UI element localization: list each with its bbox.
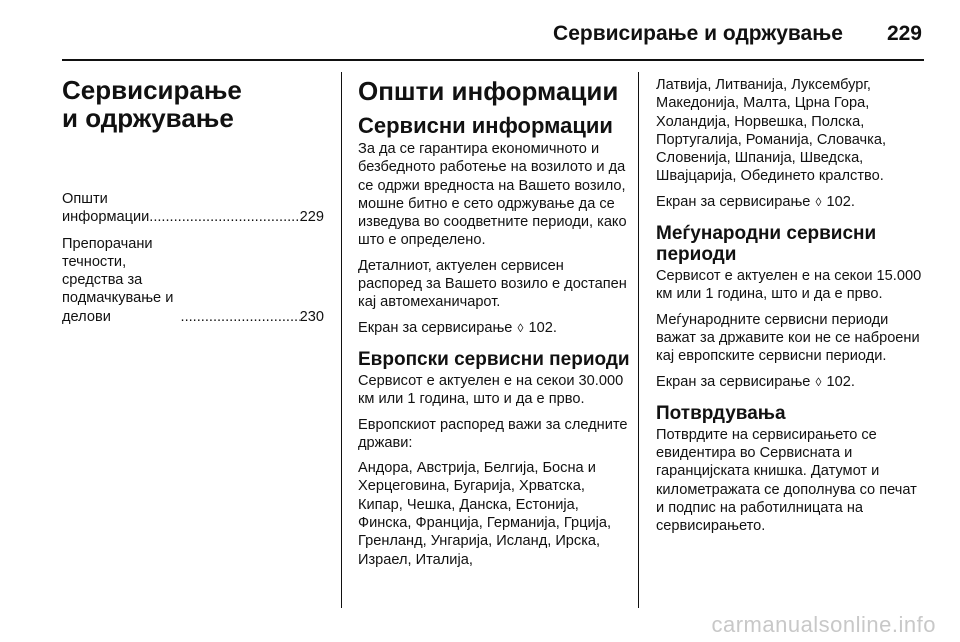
- cross-reference[interactable]: Екран за сервисирање ◊ 102.: [656, 373, 855, 390]
- content-column-2: [656, 76, 928, 543]
- header-title: Сервисирање и одржување: [553, 22, 843, 45]
- page-header: [40, 14, 922, 54]
- cross-reference[interactable]: Екран за сервисирање ◊ 102.: [358, 319, 557, 336]
- paragraph: За да се гарантира економичното и безбедното работење на возилото и да се одржи вредноста на Вашето возило, мошне битно е сето одржување да се изведува во соодветните периоди, како што е определено.: [358, 141, 627, 249]
- content-column-1: [358, 76, 630, 576]
- paragraph: Потврдите на сервисирањето се евидентира во Сервисната и гаранцијската книшка. Датумот и километражата се дополнува со печат и подпис на работилницата на сервисирањето.: [656, 426, 917, 535]
- subsection-title: Европски сервисни периоди: [358, 348, 630, 370]
- table-of-contents: [62, 190, 324, 326]
- paragraph: Сервисот е актуелен е на секои 30.000 км или 1 година, што и да е прво.: [358, 372, 624, 408]
- paragraph: Сервисот е актуелен е на секои 15.000 км или 1 година, што и да е прво.: [656, 268, 922, 303]
- cross-reference[interactable]: Екран за сервисирање ◊ 102.: [656, 193, 855, 210]
- xref-icon: ◊: [815, 194, 822, 209]
- column-divider: [638, 72, 639, 608]
- chapter-title: Сервисирање и одржување: [62, 75, 242, 133]
- watermark: carmanualsonline.info: [711, 612, 936, 637]
- toc-entry[interactable]: Препорачани течности, средства за подмачкување и делови ..... 230: [62, 235, 324, 326]
- toc-entry[interactable]: Општи информации ..... 229: [62, 190, 324, 227]
- paragraph: Деталниот, актуелен сервисен распоред за Вашето возило е достапен кај автомеханичарот.: [358, 257, 627, 311]
- subsection-title: Меѓународни сервисни периоди: [656, 223, 877, 266]
- section-title: Општи информации: [358, 76, 619, 106]
- page-number: 229: [886, 22, 922, 45]
- column-divider: [341, 72, 342, 608]
- paragraph: Андора, Австрија, Белгија, Босна и Херцеговина, Бугарија, Хрватска, Кипар, Чешка, Данска, Естонија, Финска, Франција, Германија, Грција, Гренланд, Унгарија, Исланд, Ирска, Израел, Италија,: [358, 460, 612, 568]
- paragraph: Европскиот распоред важи за следните држави:: [358, 416, 628, 451]
- xref-icon: ◊: [517, 320, 524, 335]
- subsection-title: Потврдувања: [656, 402, 786, 424]
- chapter-column: [62, 76, 324, 334]
- header-rule: [62, 59, 924, 61]
- xref-icon: ◊: [815, 374, 822, 389]
- paragraph: Латвија, Литванија, Луксембург, Македонија, Малта, Црна Гора, Холандија, Норвешка, Полска, Португалија, Романија, Словачка, Словенија, Шпанија, Шведска, Швајцарија, Обединето кралство.: [656, 77, 887, 185]
- subsection-title: Сервисни информации: [358, 113, 613, 138]
- paragraph: Меѓународните сервисни периоди важат за државите кои не се наброени кај европските сервисни периоди.: [656, 311, 920, 365]
